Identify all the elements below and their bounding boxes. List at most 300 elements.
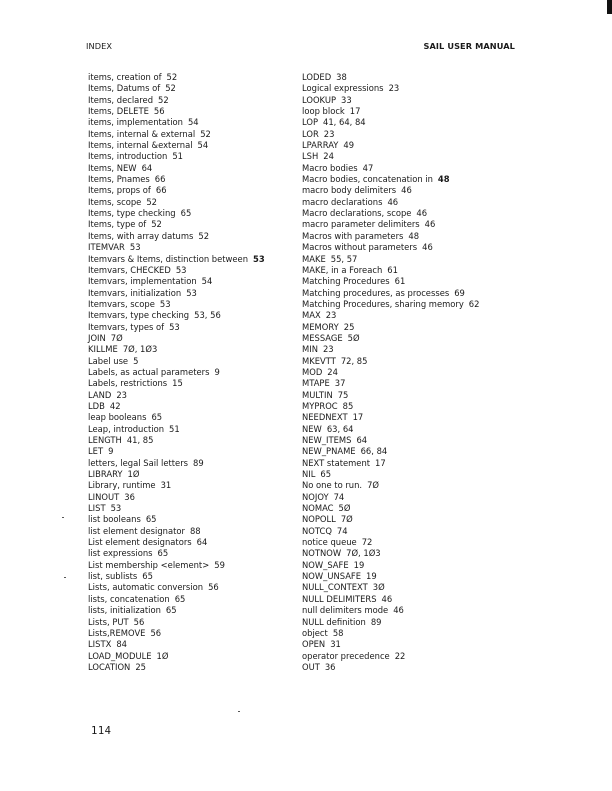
index-term: Items, Datums of (88, 83, 161, 94)
index-page-refs: 52 (165, 83, 176, 94)
running-header-section: INDEX (86, 41, 113, 51)
index-page-refs: 62 (468, 298, 480, 309)
index-entry (302, 571, 479, 582)
index-term: notice queue (302, 537, 357, 548)
index-page-refs: 84 (116, 639, 127, 650)
index-entry (302, 197, 479, 208)
index-term: Matching procedures, as processes (302, 287, 450, 298)
index-page-refs: 63, 64 (326, 423, 354, 434)
index-term: NOW_SAFE (302, 559, 349, 570)
index-term: Items, internal &external (88, 140, 193, 151)
index-entry (88, 276, 265, 287)
index-entry (88, 254, 265, 265)
index-term: items, creation of (88, 72, 162, 82)
index-page-refs: 41, 64, 84 (323, 117, 366, 128)
index-term: LOAD_MODULE (88, 650, 152, 661)
index-term: Items, type checking (88, 208, 176, 219)
index-term: items, implementation (88, 117, 183, 128)
index-entry (302, 356, 479, 367)
index-entry (302, 140, 479, 151)
index-page-refs: 66 (155, 185, 167, 196)
index-page-refs: 31 (330, 639, 341, 650)
index-term: Itemvars & Items, distinction between (88, 253, 249, 264)
index-page-refs: 56 (153, 106, 165, 117)
scan-speck (64, 577, 66, 578)
index-term: macro body delimiters (302, 185, 397, 196)
index-entry (302, 219, 479, 230)
index-entry (88, 628, 265, 639)
index-page-refs: 47 (362, 162, 374, 173)
index-term: LOCATION (88, 661, 131, 672)
index-page-refs: 85 (342, 400, 354, 411)
index-term: Matching Procedures, sharing memory (302, 298, 464, 309)
index-entry (88, 265, 265, 276)
index-page-refs: 52 (146, 196, 157, 207)
index-term: LOR (302, 128, 319, 139)
index-entry (302, 628, 479, 639)
index-entry (88, 458, 265, 469)
index-entry (88, 106, 265, 117)
index-page-refs: 69 (454, 287, 465, 298)
index-term: leap booleans (88, 412, 147, 423)
index-page-refs: 65 (165, 605, 177, 616)
index-term: Macros without parameters (302, 242, 418, 253)
index-term: Itemvars, types of (88, 321, 165, 332)
index-term: LENGTH (88, 435, 122, 445)
index-page-refs: 17 (349, 106, 361, 117)
index-page-refs: 49 (343, 140, 355, 151)
index-page-refs: 46 (381, 593, 393, 604)
index-entry (302, 560, 479, 571)
index-entry (88, 548, 265, 559)
index-page-refs: 64 (141, 162, 153, 173)
index-term: LOOKUP (302, 94, 336, 105)
index-term: MIN (302, 344, 318, 355)
index-page-refs: 54 (187, 117, 199, 128)
index-term: Leap, introduction (88, 423, 165, 434)
index-entry (88, 367, 265, 378)
index-entry (88, 560, 265, 571)
index-page-refs: 88 (189, 525, 201, 536)
index-term: Itemvars, CHECKED (88, 264, 171, 275)
page-number: 114 (91, 725, 112, 737)
index-term: list expressions (88, 548, 153, 559)
index-entry (302, 662, 479, 673)
index-term: Macro bodies (302, 162, 358, 173)
index-entry (88, 469, 265, 480)
index-entry (302, 288, 479, 299)
scan-speck (62, 517, 64, 518)
index-term: NEXT statement (302, 457, 371, 468)
index-term: MEMORY (302, 321, 339, 332)
index-page-refs: 7Ø (367, 480, 380, 491)
index-page-refs: 54 (201, 276, 213, 287)
index-term: operator precedence (302, 650, 390, 661)
index-page-refs: 53, 56 (194, 310, 221, 321)
index-page-refs: 5Ø (338, 503, 351, 514)
index-page-refs: 53 (159, 298, 171, 309)
index-page-refs: 66 (154, 174, 166, 185)
index-page-refs: 24 (323, 151, 334, 162)
index-entry (302, 254, 479, 265)
index-entry (88, 151, 265, 162)
index-entry (302, 605, 479, 616)
index-entry (302, 401, 479, 412)
index-page-refs: 52 (198, 230, 210, 241)
index-entry (302, 412, 479, 423)
index-term: Itemvars, implementation (88, 276, 197, 287)
index-page-refs: 9 (108, 446, 114, 457)
index-page-refs: 53 (186, 287, 197, 298)
index-page-refs: 48 (437, 174, 450, 185)
index-page-refs: 9 (214, 366, 220, 377)
index-entry (88, 412, 265, 423)
index-entry (302, 492, 479, 503)
index-entry (302, 72, 479, 83)
index-entry (302, 265, 479, 276)
index-page-refs: 74 (336, 525, 348, 536)
index-term: Items, NEW (88, 162, 137, 173)
index-entry (302, 458, 479, 469)
index-page-refs: 53 (169, 321, 180, 332)
index-term: NULL definition (302, 616, 366, 627)
index-entry (88, 617, 265, 628)
index-term: NOW_UNSAFE (302, 571, 362, 582)
index-term: No one to run. (302, 480, 363, 491)
index-entry (302, 390, 479, 401)
index-entry (88, 197, 265, 208)
index-page-refs: 58 (332, 627, 344, 638)
index-entry (302, 208, 479, 219)
index-entry (302, 310, 479, 321)
index-page-refs: 52 (200, 128, 211, 139)
index-page-refs: 52 (158, 94, 169, 105)
index-entry (88, 356, 265, 367)
index-term: Library, runtime (88, 480, 156, 491)
index-entry (302, 548, 479, 559)
index-entry (88, 537, 265, 548)
index-term: NOPOLL (302, 514, 336, 525)
index-page-refs: 15 (172, 378, 183, 389)
index-entry (302, 480, 479, 491)
index-page-refs: 65 (320, 469, 332, 480)
index-term: list, sublists (88, 571, 138, 582)
index-term: list element designator (88, 525, 185, 536)
index-page-refs: 7Ø, 1Ø3 (346, 548, 381, 559)
index-page-refs: 36 (124, 491, 135, 502)
index-entry (302, 435, 479, 446)
index-entry (88, 526, 265, 537)
index-term: macro parameter delimiters (302, 219, 420, 230)
index-term: macro declarations (302, 196, 383, 207)
index-term: MTAPE (302, 378, 330, 389)
index-term: LOP (302, 117, 319, 128)
index-page-refs: 64 (356, 435, 368, 445)
index-term: loop block (302, 106, 345, 117)
index-term: Items, internal & external (88, 128, 196, 139)
index-page-refs: 53 (129, 242, 141, 253)
index-term: Items, declared (88, 94, 154, 105)
index-page-refs: 33 (341, 94, 352, 105)
index-entry (302, 367, 479, 378)
index-page-refs: 65 (151, 412, 163, 423)
index-page-refs: 48 (408, 230, 420, 241)
index-entry (88, 242, 265, 253)
index-term: NULL DELIMITERS (302, 593, 377, 604)
index-entry (302, 174, 479, 185)
index-page-refs: 53 (253, 253, 265, 264)
index-entry (88, 344, 265, 355)
index-entry (88, 117, 265, 128)
index-page-refs: 41, 85 (126, 435, 154, 445)
index-page-refs: 53 (110, 503, 122, 514)
index-page-refs: 51 (172, 151, 183, 162)
index-page-refs: 3Ø (372, 582, 385, 593)
index-page-refs: 42 (109, 400, 121, 411)
index-term: Lists, automatic conversion (88, 582, 204, 593)
index-page-refs: 46 (387, 196, 399, 207)
index-entry (88, 401, 265, 412)
index-entry (88, 208, 265, 219)
index-entry (88, 378, 265, 389)
index-column-left (88, 72, 265, 673)
index-page-refs: 54 (197, 140, 209, 151)
index-page-refs: 25 (343, 321, 355, 332)
index-entry (88, 95, 265, 106)
index-entry (302, 594, 479, 605)
index-term: LSH (302, 151, 319, 162)
index-term: MAX (302, 310, 321, 321)
index-entry (302, 322, 479, 333)
index-entry (302, 617, 479, 628)
index-column-right (302, 72, 479, 673)
index-page-refs: 65 (180, 208, 192, 219)
index-page-refs: 51 (169, 423, 180, 434)
index-term: NOTCQ (302, 525, 332, 536)
index-entry (88, 219, 265, 230)
index-term: MYPROC (302, 400, 338, 411)
index-page-refs: 52 (151, 219, 162, 230)
index-entry (88, 129, 265, 140)
index-entry (302, 503, 479, 514)
index-term: OPEN (302, 639, 326, 650)
index-page-refs: 1Ø (127, 469, 140, 480)
index-term: Label use (88, 355, 129, 366)
index-page-refs: 46 (416, 208, 428, 219)
index-page-refs: 23 (116, 389, 127, 400)
index-term: Items, DELETE (88, 106, 149, 117)
index-entry (88, 322, 265, 333)
index-page-refs: 31 (160, 480, 172, 491)
index-page-refs: 22 (394, 650, 406, 661)
index-term: NEW_PNAME (302, 446, 356, 457)
index-page-refs: 7Ø (110, 332, 123, 343)
index-term: LPARRAY (302, 140, 339, 151)
index-term: LDB (88, 400, 105, 411)
index-entry (88, 605, 265, 616)
index-term: Items, props of (88, 185, 151, 196)
index-term: KILLME (88, 344, 118, 355)
index-page-refs: 23 (323, 128, 335, 139)
index-page-refs: 56 (208, 582, 219, 593)
index-term: Items, Pnames (88, 174, 150, 185)
index-page-refs: 5 (133, 355, 139, 366)
index-term: LODED (302, 72, 332, 82)
index-page-refs: 5Ø (347, 332, 360, 343)
index-entry (88, 651, 265, 662)
index-term: List membership <element> (88, 559, 210, 570)
index-term: MAKE (302, 253, 326, 264)
index-entry (302, 106, 479, 117)
index-page-refs: 75 (337, 389, 349, 400)
index-entry (88, 446, 265, 457)
index-term: LINOUT (88, 491, 120, 502)
index-entry (88, 571, 265, 582)
index-entry (302, 378, 479, 389)
index-entry (88, 435, 265, 446)
index-term: Logical expressions (302, 83, 384, 94)
index-term: Itemvars, initialization (88, 287, 182, 298)
index-page-refs: 25 (135, 661, 146, 672)
index-term: LIST (88, 503, 106, 514)
index-term: Items, introduction (88, 151, 168, 162)
index-entry (88, 480, 265, 491)
index-page-refs: 65 (142, 571, 153, 582)
index-entry (88, 424, 265, 435)
index-entry (88, 140, 265, 151)
index-entry (302, 242, 479, 253)
index-page-refs: 61 (387, 264, 398, 275)
index-page-refs: 46 (422, 242, 433, 253)
running-header-title: SAIL USER MANUAL (423, 41, 515, 51)
index-term: letters, legal Sail letters (88, 457, 189, 468)
index-term: Items, with array datums (88, 230, 194, 241)
index-term: NEW_ITEMS (302, 435, 352, 445)
index-page-refs: 19 (353, 559, 365, 570)
index-term: Labels, restrictions (88, 378, 168, 389)
index-page-refs: 7Ø (340, 514, 353, 525)
index-entry (302, 117, 479, 128)
page-corner-mark (607, 0, 612, 14)
index-page-refs: 59 (214, 559, 225, 570)
index-entry (88, 333, 265, 344)
index-term: ITEMVAR (88, 242, 125, 253)
index-term: MOD (302, 366, 323, 377)
index-term: NIL (302, 469, 316, 480)
index-entry (88, 299, 265, 310)
index-page-refs: 17 (352, 412, 364, 423)
index-term: NEW (302, 423, 322, 434)
index-entry (302, 185, 479, 196)
index-page-refs: 23 (322, 344, 334, 355)
index-term: Matching Procedures (302, 276, 390, 287)
index-page-refs: 89 (370, 616, 382, 627)
index-page-refs: 74 (333, 491, 345, 502)
index-page-refs: 23 (388, 83, 400, 94)
index-page-refs: 52 (166, 72, 178, 82)
index-term: MKEVTT (302, 355, 336, 366)
index-entry (302, 639, 479, 650)
index-term: Labels, as actual parameters (88, 366, 210, 377)
index-entry (88, 639, 265, 650)
index-page-refs: 65 (174, 593, 186, 604)
index-term: Itemvars, scope (88, 298, 155, 309)
index-entry (88, 390, 265, 401)
index-page-refs: 64 (196, 537, 208, 548)
index-entry (302, 537, 479, 548)
index-term: Itemvars, type checking (88, 310, 190, 321)
index-term: list booleans (88, 514, 141, 525)
index-page-refs: 36 (324, 661, 336, 672)
index-term: NEEDNEXT (302, 412, 348, 423)
index-entry (302, 651, 479, 662)
index-entry (302, 83, 479, 94)
index-page-refs: 66, 84 (360, 446, 388, 457)
index-page-refs: 46 (424, 219, 436, 230)
index-page-refs: 56 (133, 616, 145, 627)
index-term: MULTIN (302, 389, 333, 400)
index-entry (302, 526, 479, 537)
index-entry (302, 151, 479, 162)
index-term: Macros with parameters (302, 230, 404, 241)
index-entry (302, 344, 479, 355)
index-entry (88, 492, 265, 503)
index-page-refs: 55, 57 (330, 253, 358, 264)
index-page-refs: 19 (366, 571, 377, 582)
index-entry (88, 72, 265, 83)
index-entry (88, 594, 265, 605)
index-entry (302, 424, 479, 435)
index-entry (302, 514, 479, 525)
index-entry (88, 310, 265, 321)
index-term: Items, scope (88, 196, 142, 207)
index-page-refs: 46 (401, 185, 412, 196)
index-entry (302, 129, 479, 140)
index-page-refs: 65 (157, 548, 169, 559)
index-entry (302, 333, 479, 344)
index-entry (88, 163, 265, 174)
index-term: MESSAGE (302, 332, 343, 343)
index-term: LAND (88, 389, 112, 400)
index-page-refs: 37 (334, 378, 346, 389)
index-term: lists, concatenation (88, 593, 170, 604)
index-page-refs: 38 (336, 72, 347, 82)
index-entry (302, 95, 479, 106)
index-entry (302, 163, 479, 174)
index-entry (302, 231, 479, 242)
index-term: null delimiters mode (302, 605, 389, 616)
index-term: NULL_CONTEXT (302, 582, 368, 593)
index-entry (302, 299, 479, 310)
index-page-refs: 89 (193, 457, 204, 468)
index-entry (88, 288, 265, 299)
index-term: object (302, 627, 328, 638)
index-term: NOJOY (302, 491, 329, 502)
index-entry (88, 662, 265, 673)
index-entry (302, 276, 479, 287)
index-entry (88, 582, 265, 593)
index-term: LET (88, 446, 104, 457)
index-page-refs: 72 (361, 537, 373, 548)
index-term: Lists,REMOVE (88, 627, 146, 638)
index-entry (88, 503, 265, 514)
index-entry (302, 582, 479, 593)
index-term: JOIN (88, 332, 106, 343)
index-page-refs: 46 (393, 605, 404, 616)
index-page-refs: 24 (327, 366, 338, 377)
index-entry (88, 231, 265, 242)
index-entry (302, 446, 479, 457)
